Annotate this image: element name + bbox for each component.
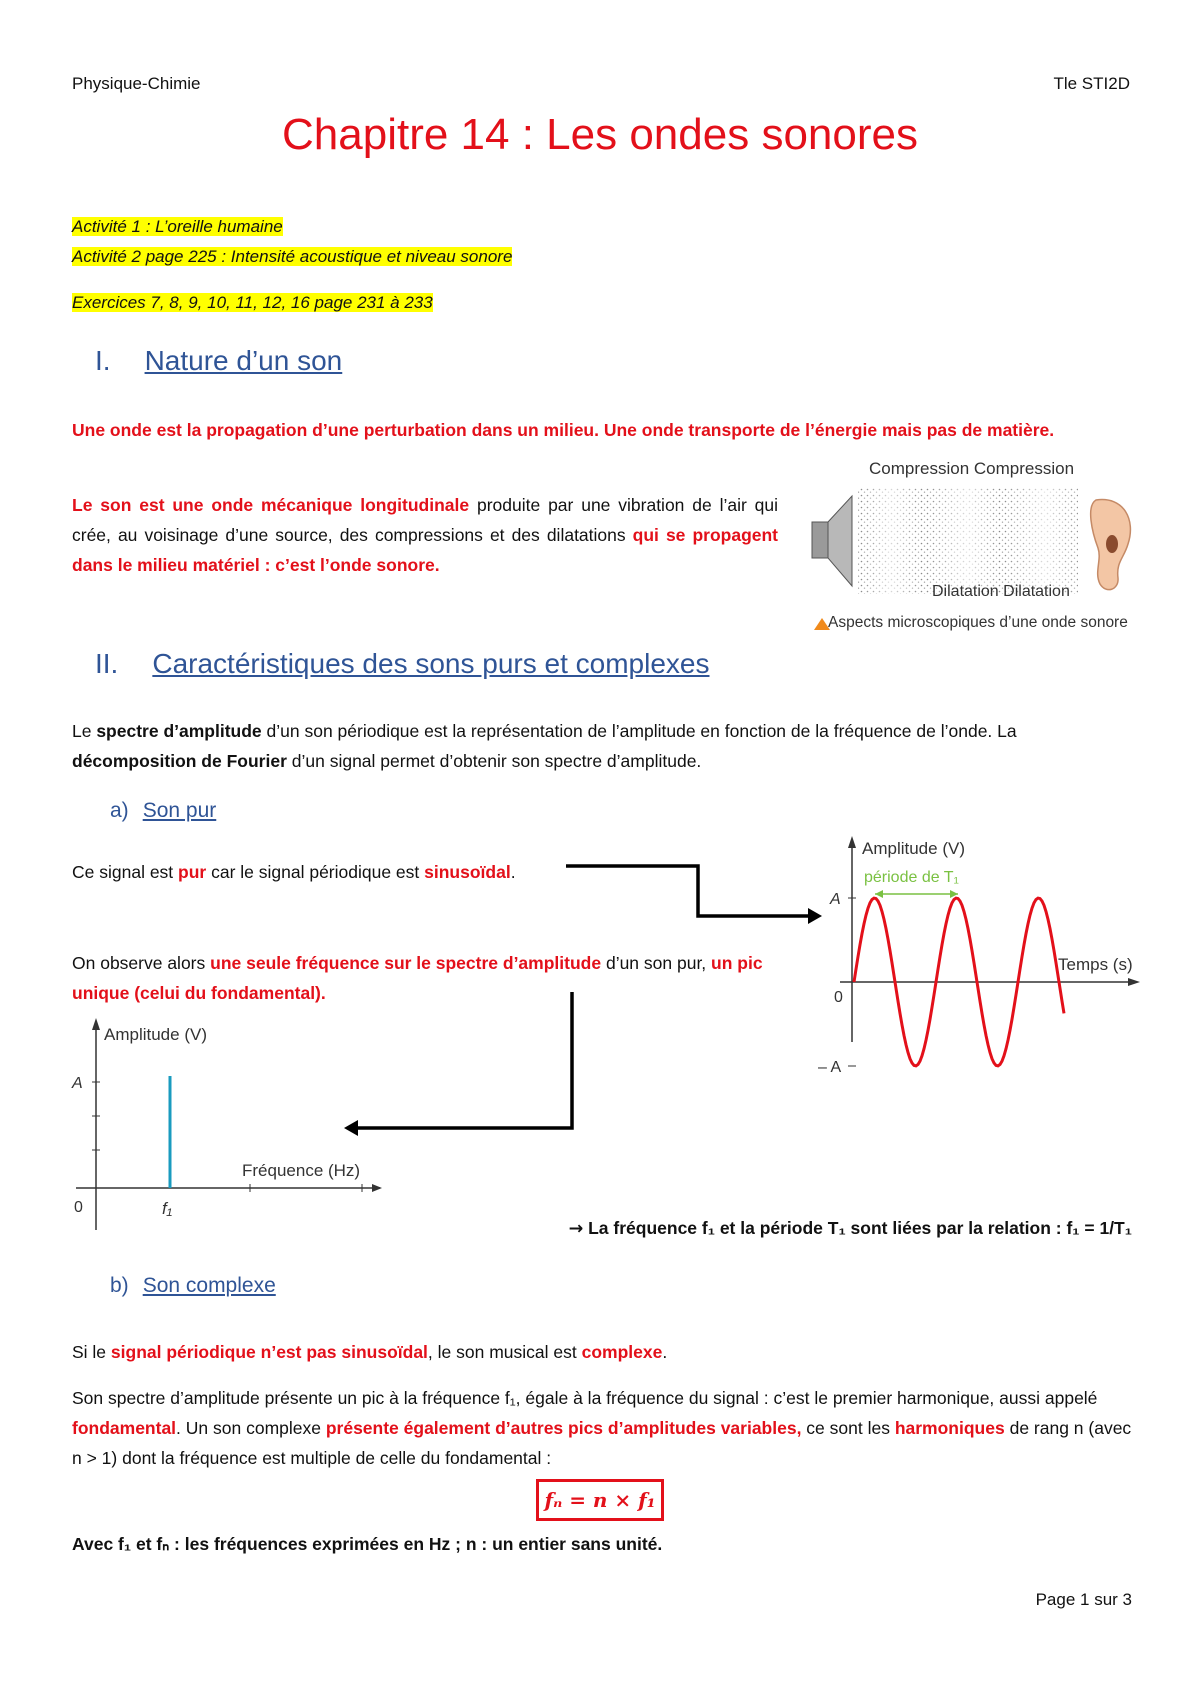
activity-2: Activité 2 page 225 : Intensité acoustique et niveau sonore xyxy=(72,247,513,266)
wave-tick-0: 0 xyxy=(834,989,843,1006)
spectrum-figure xyxy=(62,1016,382,1246)
arrow-to-spectrum xyxy=(358,992,572,1128)
pure-signal-text: Ce signal est pur car le signal périodique est sinusoïdal. xyxy=(72,862,516,882)
compression-label: Compression Compression xyxy=(869,459,1075,478)
right-arrow-icon: → xyxy=(568,1219,584,1239)
wave-tick-minus-a: – A xyxy=(818,1059,842,1072)
section-1-heading: I. Nature d’un son xyxy=(95,345,343,376)
section-2-intro: Le spectre d’amplitude d’un son périodique est la représentation de l’amplitude en fonction de la fréquence de l’onde. La décomposition de Fourier d’un signal permet d’obtenir son spectre d’amplitude. xyxy=(72,721,1017,771)
exercises: Exercices 7, 8, 9, 10, 11, 12, 16 page 231 à 233 xyxy=(72,293,433,312)
page-number: Page 1 sur 3 xyxy=(1035,1590,1132,1609)
section-1-p2: Le son est une onde mécanique longitudinale produite par une vibration de l’air qui crée, au voisinage d’une source, des compressions et des dilatations qui se propagent dans le milieu matériel : c’est l’onde sonore. xyxy=(72,495,779,575)
header-left: Physique-Chimie xyxy=(72,74,201,93)
section-1-p1: Une onde est la propagation d’une perturbation dans un milieu. Une onde transporte de l’énergie mais pas de matière. xyxy=(72,420,1055,440)
page-title: Chapitre 14 : Les ondes sonores xyxy=(282,110,918,159)
dilatation-label: Dilatation Dilatation xyxy=(932,583,1070,600)
spectrum-tick-0: 0 xyxy=(74,1199,83,1216)
harmonic-formula-box xyxy=(536,1479,664,1521)
complex-paragraph: Son spectre d’amplitude présente un pic à la fréquence f₁, égale à la fréquence du signal : c’est le premier harmonique, aussi appelé fondamental. Un son complexe présente également d’autres pics d’amplitudes variables, ce sont les harmoniques de rang n (avec n > 1) dont la fréquence est multiple de celle du fondamental : xyxy=(72,1388,1132,1468)
subsection-a-heading: a) Son pur xyxy=(110,799,217,822)
complex-line-1: Si le signal périodique n’est pas sinusoïdal, le son musical est complexe. xyxy=(72,1342,668,1362)
spectrum-tick-a: A xyxy=(72,1075,83,1092)
subsection-b-heading: b) Son complexe xyxy=(110,1274,276,1297)
wave-tick-a: A xyxy=(830,891,841,908)
wave-ylabel: Amplitude (V) xyxy=(862,839,965,858)
spectrum-tick-f1: f₁ xyxy=(162,1199,173,1218)
activity-1: Activité 1 : L’oreille humaine xyxy=(72,217,283,236)
harmonic-formula: fₙ = n × f₁ xyxy=(544,1488,656,1512)
observation-text: On observe alors une seule fréquence sur le spectre d’amplitude d’un son pur, un pic unique (celui du fondamental). xyxy=(72,953,763,1003)
figure-caption: Aspects microscopiques d’une onde sonore xyxy=(828,614,1128,631)
sine-wave-figure xyxy=(810,832,1140,1072)
period-label: période de T₁ xyxy=(864,869,959,886)
wave-xlabel: Temps (s) xyxy=(1058,955,1133,974)
relation-text: → La fréquence f₁ et la période T₁ sont liées par la relation : f₁ = 1/T₁ xyxy=(568,1218,1132,1239)
arrow-to-wave xyxy=(566,866,808,916)
header-right: Tle STI2D xyxy=(1053,74,1130,93)
units-note: Avec f₁ et fₙ : les fréquences exprimées en Hz ; n : un entier sans unité. xyxy=(72,1534,663,1554)
section-2-heading: II. Caractéristiques des sons purs et complexes xyxy=(95,648,710,679)
spectrum-xlabel: Fréquence (Hz) xyxy=(242,1161,361,1180)
spectrum-ylabel: Amplitude (V) xyxy=(104,1025,207,1044)
